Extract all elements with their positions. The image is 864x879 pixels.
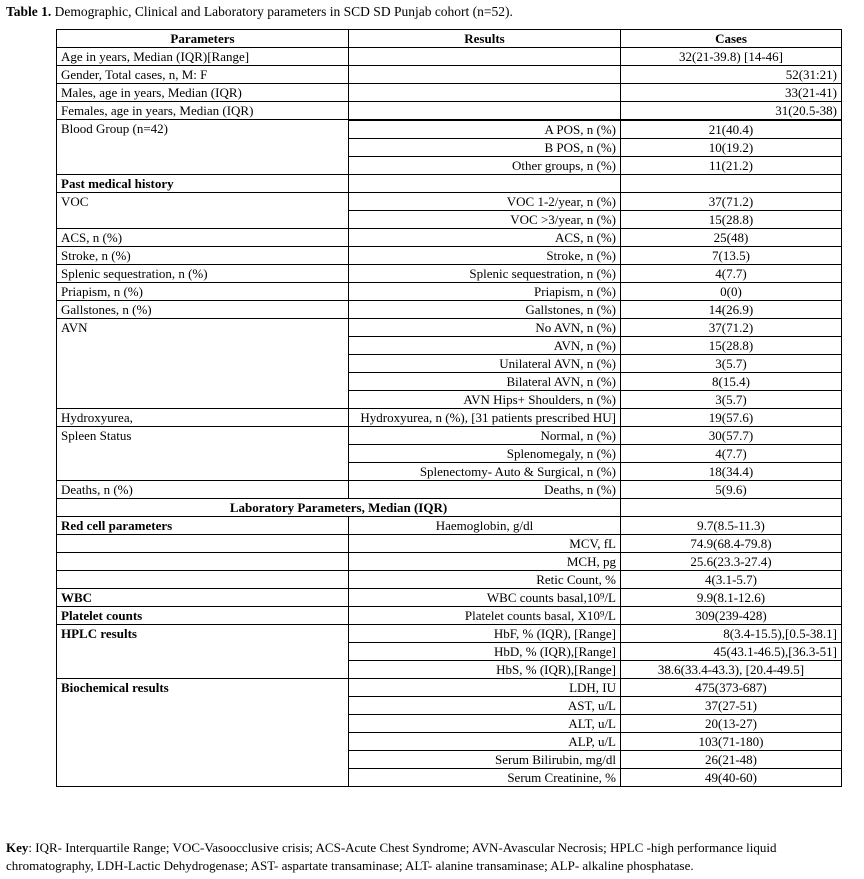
group-heading: Red cell parameters <box>57 517 349 535</box>
cell-parameter: Age in years, Median (IQR)[Range] <box>57 48 349 66</box>
cell-cases: 21(40.4) <box>621 121 842 139</box>
table-row <box>57 409 842 427</box>
cell-cases: 9.7(8.5-11.3) <box>621 517 842 535</box>
section-heading: Laboratory Parameters, Median (IQR) <box>57 499 621 517</box>
cell-result: VOC 1-2/year, n (%) <box>349 193 621 211</box>
cell-cases: 10(19.2) <box>621 139 842 157</box>
cell-cases: 11(21.2) <box>621 157 842 175</box>
cell-result: HbD, % (IQR),[Range] <box>349 643 621 661</box>
cell-result <box>349 66 621 84</box>
cell-cases: 32(21-39.8) [14-46] <box>621 48 842 66</box>
header-cases: Cases <box>621 30 842 48</box>
key-label: Key <box>6 840 29 855</box>
cell-cases <box>621 175 842 193</box>
cell-result: AVN, n (%) <box>349 337 621 355</box>
cell-result: AVN Hips+ Shoulders, n (%) <box>349 391 621 409</box>
caption-label: Table 1. <box>6 4 52 19</box>
cell-parameter: Blood Group (n=42) <box>57 120 349 175</box>
table-row <box>57 553 842 571</box>
table-row <box>57 66 842 84</box>
table-row <box>57 229 842 247</box>
cell-result: Priapism, n (%) <box>349 283 621 301</box>
cell-result: Bilateral AVN, n (%) <box>349 373 621 391</box>
table-row <box>57 265 842 283</box>
table-row <box>57 319 842 337</box>
table-row <box>57 589 842 607</box>
cell-result <box>349 48 621 66</box>
table-row <box>57 571 842 589</box>
cell-cases: 31(20.5-38) <box>621 102 842 120</box>
cell-parameter: Priapism, n (%) <box>57 283 349 301</box>
header-results: Results <box>349 30 621 48</box>
cell-cases: 18(34.4) <box>621 463 842 481</box>
mcv-label: MCV, fL <box>569 536 616 551</box>
cell-cases: 9.9(8.1-12.6) <box>621 589 842 607</box>
section-heading: Past medical history <box>57 175 349 193</box>
cell-cases <box>621 499 842 517</box>
group-heading: WBC <box>57 589 349 607</box>
cell-result: Stroke, n (%) <box>349 247 621 265</box>
cell-cases: 7(13.5) <box>621 247 842 265</box>
table-row <box>57 517 842 535</box>
cell-result <box>349 84 621 102</box>
cell-cases: 45(43.1-46.5),[36.3-51] <box>621 643 842 661</box>
table-row <box>57 247 842 265</box>
cell-cases: 103(71-180) <box>621 733 842 751</box>
cell-result: B POS, n (%) <box>349 139 621 157</box>
cell-parameter: Females, age in years, Median (IQR) <box>57 102 349 120</box>
table-caption <box>6 4 513 20</box>
cell-parameter <box>57 553 349 571</box>
cell-cases: 38.6(33.4-43.3), [20.4-49.5] <box>621 661 842 679</box>
cell-result: WBC counts basal,10⁹/L <box>349 589 621 607</box>
cell-cases: 3(5.7) <box>621 355 842 373</box>
cell-cases: 5(9.6) <box>621 481 842 499</box>
cell-result: Hydroxyurea, n (%), [31 patients prescribed HU] <box>349 409 621 427</box>
cell-cases: 37(27-51) <box>621 697 842 715</box>
cell-result <box>349 102 621 120</box>
cell-cases: 3(5.7) <box>621 391 842 409</box>
table-row <box>57 535 842 553</box>
cell-parameter: Stroke, n (%) <box>57 247 349 265</box>
cell-cases: 14(26.9) <box>621 301 842 319</box>
cell-result: Normal, n (%) <box>349 427 621 445</box>
group-heading: Biochemical results <box>57 679 349 787</box>
table-row <box>57 283 842 301</box>
cell-parameter: Males, age in years, Median (IQR) <box>57 84 349 102</box>
cell-result: HbF, % (IQR), [Range] <box>349 625 621 643</box>
cell-cases: 30(57.7) <box>621 427 842 445</box>
cell-result: Splenectomy- Auto & Surgical, n (%) <box>349 463 621 481</box>
section-row <box>57 175 842 193</box>
cell-result: A POS, n (%) <box>349 121 621 139</box>
cell-result: Haemoglobin, g/dl <box>349 517 621 535</box>
table-row <box>57 679 842 697</box>
cell-result: ALT, u/L <box>349 715 621 733</box>
cell-parameter <box>57 535 349 553</box>
cell-cases: 309(239-428) <box>621 607 842 625</box>
cell-parameter: Hydroxyurea, <box>57 409 349 427</box>
cell-cases: 19(57.6) <box>621 409 842 427</box>
cell-parameter: Deaths, n (%) <box>57 481 349 499</box>
cell-result: Gallstones, n (%) <box>349 301 621 319</box>
section-row <box>57 499 842 517</box>
data-table <box>56 29 842 787</box>
cell-result <box>349 535 621 553</box>
cell-parameter <box>57 571 349 589</box>
table-header-row <box>57 30 842 48</box>
group-heading: HPLC results <box>57 625 349 679</box>
key-text: : IQR- Interquartile Range; VOC-Vasoocclusive crisis; ACS-Acute Chest Syndrome; AVN-Avascular Necrosis; HPLC -high performance liquid chromatography, LDH-Lactic Dehydrogenase; AST- aspartate transaminase; ALT- alanine transaminase; ALP- alkaline phosphatase. <box>6 840 777 873</box>
cell-result: Retic Count, % <box>349 571 621 589</box>
table-row <box>57 607 842 625</box>
cell-cases: 475(373-687) <box>621 679 842 697</box>
cell-result: AST, u/L <box>349 697 621 715</box>
cell-cases: 8(15.4) <box>621 373 842 391</box>
cell-cases: 74.9(68.4-79.8) <box>621 535 842 553</box>
cell-result: Deaths, n (%) <box>349 481 621 499</box>
cell-result: VOC >3/year, n (%) <box>349 211 621 229</box>
cell-result: Splenomegaly, n (%) <box>349 445 621 463</box>
cell-result: Platelet counts basal, X10⁹/L <box>349 607 621 625</box>
cell-parameter: VOC <box>57 193 349 229</box>
table-row <box>57 48 842 66</box>
group-heading: Platelet counts <box>57 607 349 625</box>
cell-cases: 37(71.2) <box>621 319 842 337</box>
table-row <box>57 427 842 445</box>
header-parameters: Parameters <box>57 30 349 48</box>
cell-result: LDH, IU <box>349 679 621 697</box>
table-row <box>57 193 842 211</box>
cell-cases: 49(40-60) <box>621 769 842 787</box>
cell-parameter: Gender, Total cases, n, M: F <box>57 66 349 84</box>
cell-parameter: Spleen Status <box>57 427 349 481</box>
cell-result: Splenic sequestration, n (%) <box>349 265 621 283</box>
cell-cases: 4(3.1-5.7) <box>621 571 842 589</box>
cell-cases: 26(21-48) <box>621 751 842 769</box>
cell-result <box>349 175 621 193</box>
cell-result: Other groups, n (%) <box>349 157 621 175</box>
cell-cases: 25(48) <box>621 229 842 247</box>
cell-result: ALP, u/L <box>349 733 621 751</box>
cell-cases: 4(7.7) <box>621 445 842 463</box>
cell-cases: 4(7.7) <box>621 265 842 283</box>
caption-text: Demographic, Clinical and Laboratory parameters in SCD SD Punjab cohort (n=52). <box>54 4 513 19</box>
cell-result: No AVN, n (%) <box>349 319 621 337</box>
table-row <box>57 625 842 643</box>
cell-cases: 52(31:21) <box>621 66 842 84</box>
cell-cases: 15(28.8) <box>621 337 842 355</box>
table-row <box>57 102 842 120</box>
cell-cases: 0(0) <box>621 283 842 301</box>
cell-parameter: AVN <box>57 319 349 409</box>
cell-cases: 8(3.4-15.5),[0.5-38.1] <box>621 625 842 643</box>
table-key <box>6 839 861 875</box>
cell-cases: 33(21-41) <box>621 84 842 102</box>
cell-result: Serum Bilirubin, mg/dl <box>349 751 621 769</box>
cell-result: Serum Creatinine, % <box>349 769 621 787</box>
cell-cases: 20(13-27) <box>621 715 842 733</box>
cell-parameter: ACS, n (%) <box>57 229 349 247</box>
cell-cases: 37(71.2) <box>621 193 842 211</box>
cell-result: HbS, % (IQR),[Range] <box>349 661 621 679</box>
cell-result: ACS, n (%) <box>349 229 621 247</box>
cell-result: MCH, pg <box>349 553 621 571</box>
cell-parameter: Gallstones, n (%) <box>57 301 349 319</box>
table-row <box>57 84 842 102</box>
cell-result: Unilateral AVN, n (%) <box>349 355 621 373</box>
cell-cases: 25.6(23.3-27.4) <box>621 553 842 571</box>
cell-parameter: Splenic sequestration, n (%) <box>57 265 349 283</box>
cell-cases: 15(28.8) <box>621 211 842 229</box>
table-row <box>57 301 842 319</box>
table-row <box>57 481 842 499</box>
